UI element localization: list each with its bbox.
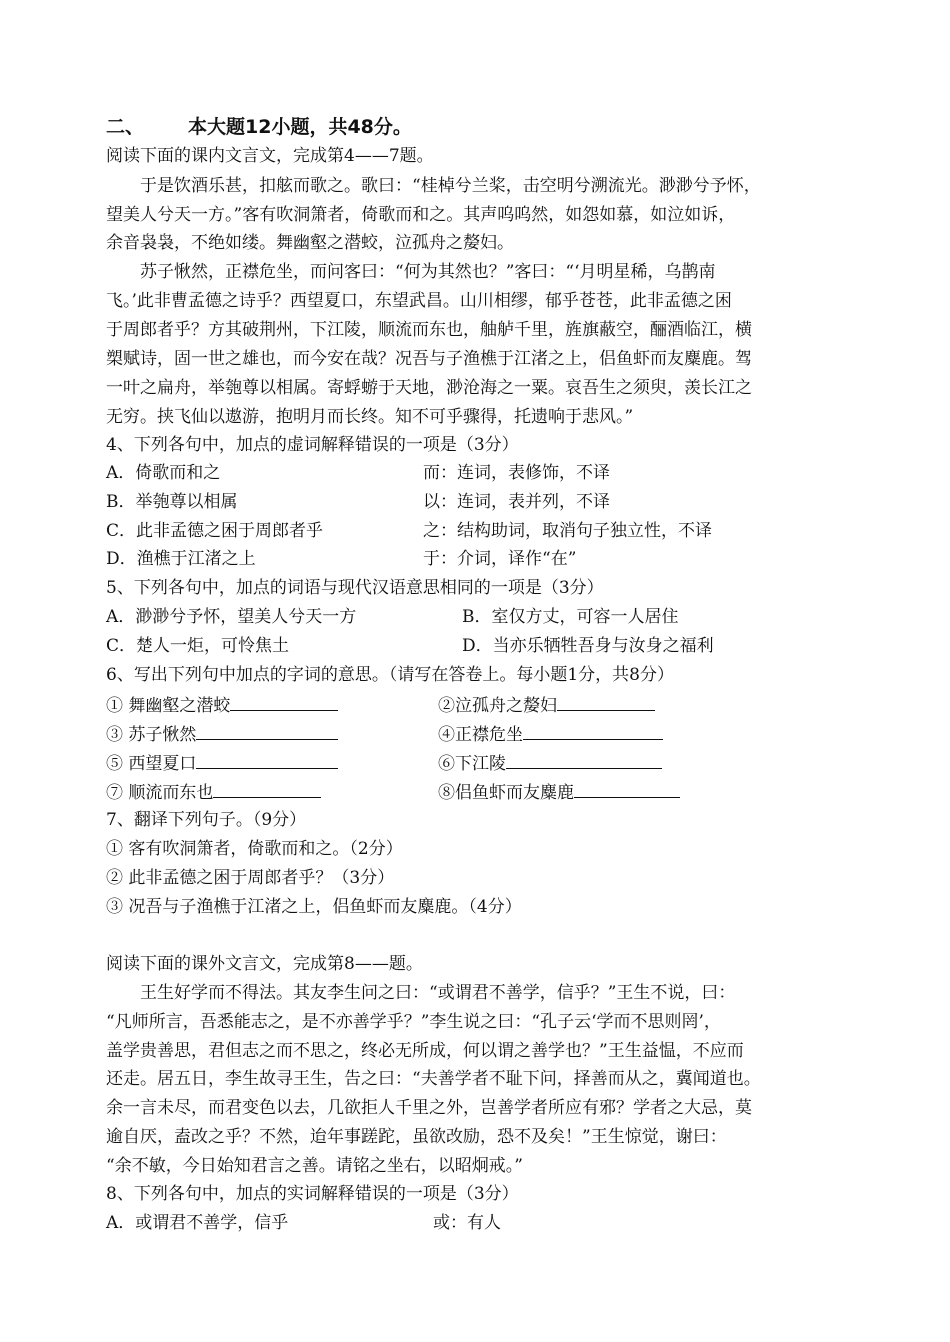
passage1-line: 一叶之扁舟，举匏尊以相属。寄蜉蝣于天地，渺沧海之一粟。哀吾生之须臾，羡长江之: [106, 378, 752, 398]
passage1-line: 于是饮酒乐甚，扣舷而歌之。歌曰：“桂棹兮兰桨，击空明兮溯流光。渺渺兮予怀，: [140, 176, 761, 196]
q6-item: [438, 752, 662, 774]
q6-item-text: ③ 苏子愀然: [106, 725, 197, 745]
answer-blank[interactable]: [574, 781, 680, 798]
q8-option-a-explanation: 或：有人: [433, 1213, 501, 1233]
section-heading: [106, 117, 412, 137]
passage2-line: 王生好学而不得法。其友李生问之曰：“或谓君不善学，信乎？”王生不说，曰：: [140, 983, 736, 1003]
q6-item: [438, 694, 655, 716]
q6-item: [438, 723, 663, 745]
q6-item: [106, 723, 338, 745]
q6-item-text: ②泣孤舟之嫠妇: [438, 696, 557, 716]
section-title: 本大题12小题，共48分。: [188, 116, 412, 138]
q8-option-a: A．或谓君不善学，信乎: [106, 1213, 289, 1233]
answer-blank[interactable]: [557, 694, 655, 711]
q6-item: [438, 781, 680, 803]
passage1-line: 飞。’此非曹孟德之诗乎？西望夏口，东望武昌。山川相缪，郁乎苍苍，此非孟德之困: [106, 291, 732, 311]
passage1-line: 望美人兮天一方。”客有吹洞箫者，倚歌而和之。其声呜呜然，如怨如慕，如泣如诉，: [106, 205, 736, 225]
q4-option-a: A．倚歌而和之: [106, 463, 221, 483]
q6-item-text: ④正襟危坐: [438, 725, 523, 745]
q4-option-b-explanation: 以：连词，表并列，不译: [423, 492, 610, 512]
q6-item-text: ⑤ 西望夏口: [106, 754, 197, 774]
passage2-intro: 阅读下面的课外文言文，完成第8——题。: [106, 954, 423, 974]
q6-item-text: ⑧侣鱼虾而友麋鹿: [438, 783, 574, 803]
q5-option-c: C．楚人一炬，可怜焦土: [106, 636, 290, 656]
q7-item: ① 客有吹洞箫者，倚歌而和之。（2分）: [106, 839, 403, 859]
answer-blank[interactable]: [506, 752, 662, 769]
passage1-line: 于周郎者乎？方其破荆州，下江陵，顺流而东也，舳舻千里，旌旗蔽空，酾酒临江，横: [106, 320, 752, 340]
passage2-line: 盖学贵善思，君但志之而不思之，终必无所成，何以谓之善学也？”王生益愠，不应而: [106, 1041, 744, 1061]
passage2-line: 余一言未尽，而君变色以去，几欲拒人千里之外，岂善学者所应有邪？学者之大忌，莫: [106, 1098, 752, 1118]
q4-option-a-explanation: 而：连词，表修饰，不译: [423, 463, 610, 483]
q4-option-d-explanation: 于：介词，译作“在”: [423, 549, 577, 569]
passage1-line: 余音袅袅，不绝如缕。舞幽壑之潜蛟，泣孤舟之嫠妇。: [106, 233, 514, 253]
passage2-line: “余不敏，今日始知君言之善。请铭之坐右，以昭炯戒。”: [106, 1156, 523, 1176]
q6-item: [106, 781, 321, 803]
passage2-line: 还走。居五日，李生故寻王生，告之曰：“夫善学者不耻下问，择善而从之，冀闻道也。: [106, 1069, 761, 1089]
answer-blank[interactable]: [523, 723, 663, 740]
passage2-line: “凡师所言，吾悉能志之，是不亦善学乎？”李生说之曰：“孔子云‘学而不思则罔’，: [106, 1012, 721, 1032]
q7-item: ② 此非孟德之困于周郎者乎？（3分）: [106, 868, 395, 888]
q4-option-d: D．渔樵于江渚之上: [106, 549, 256, 569]
q6-item-text: ⑥下江陵: [438, 754, 506, 774]
q4-stem: 4、下列各句中，加点的虚词解释错误的一项是（3分）: [106, 435, 519, 455]
section-number: 二、: [106, 116, 145, 138]
q5-option-b: B．室仅方丈，可容一人居住: [462, 607, 679, 627]
answer-blank[interactable]: [230, 694, 338, 711]
q4-option-c-explanation: 之：结构助词，取消句子独立性，不译: [423, 521, 712, 541]
q7-stem: 7、翻译下列句子。（9分）: [106, 810, 307, 830]
q5-option-a: A．渺渺兮予怀，望美人兮天一方: [106, 607, 357, 627]
q6-item-text: ① 舞幽壑之潜蛟: [106, 696, 231, 716]
answer-blank[interactable]: [213, 781, 321, 798]
q4-option-b: B．举匏尊以相属: [106, 492, 238, 512]
answer-blank[interactable]: [196, 723, 338, 740]
passage1-intro: 阅读下面的课内文言文，完成第4——7题。: [106, 146, 434, 166]
q7-item: ③ 况吾与子渔樵于江渚之上，侣鱼虾而友麋鹿。（4分）: [106, 897, 522, 917]
q5-stem: 5、下列各句中，加点的词语与现代汉语意思相同的一项是（3分）: [106, 578, 604, 598]
passage1-line: 槊赋诗，固一世之雄也，而今安在哉？况吾与子渔樵于江渚之上，侣鱼虾而友麋鹿。驾: [106, 349, 752, 369]
q8-stem: 8、下列各句中，加点的实词解释错误的一项是（3分）: [106, 1184, 519, 1204]
q6-stem: 6、写出下列句中加点的字词的意思。（请写在答卷上。每小题1分，共8分）: [106, 665, 674, 685]
answer-blank[interactable]: [196, 752, 338, 769]
passage1-line: 无穷。挟飞仙以遨游，抱明月而长终。知不可乎骤得，托遗响于悲风。”: [106, 407, 634, 427]
q6-item: [106, 752, 338, 774]
passage2-line: 逾自厌，盍改之乎？不然，迨年事蹉跎，虽欲改励，恐不及矣！”王生惊觉，谢曰：: [106, 1127, 727, 1147]
q6-item-text: ⑦ 顺流而东也: [106, 783, 214, 803]
passage1-line: 苏子愀然，正襟危坐，而问客曰：“何为其然也？”客曰：“‘月明星稀，乌鹊南: [140, 262, 716, 282]
q6-item: [106, 694, 338, 716]
q4-option-c: C．此非孟德之困于周郎者乎: [106, 521, 324, 541]
q5-option-d: D．当亦乐牺牲吾身与汝身之福利: [462, 636, 714, 656]
